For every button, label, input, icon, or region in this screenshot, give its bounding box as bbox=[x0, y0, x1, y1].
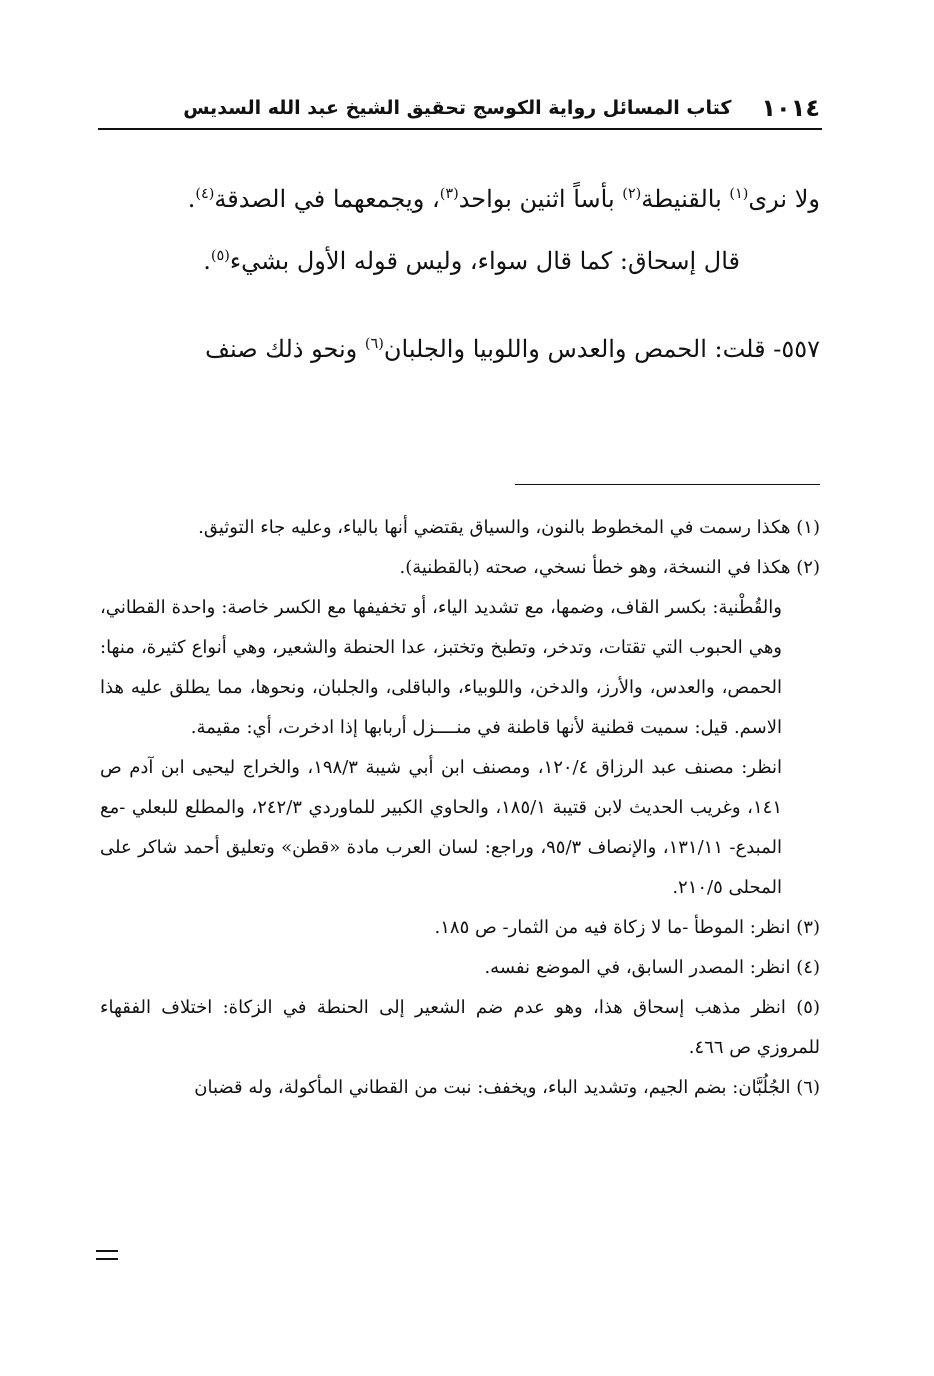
text-run: ولا نرى bbox=[748, 185, 820, 213]
text-run: ٥٥٧- قلت: الحمص والعدس واللوبيا والجلبان bbox=[383, 335, 820, 363]
text-run: . bbox=[203, 247, 211, 275]
footnote-ref[interactable]: (٦) bbox=[364, 336, 384, 352]
question-entry bbox=[100, 318, 820, 380]
text-run: بأساً اثنين بواحد bbox=[458, 185, 623, 213]
footnote-ref[interactable]: (٥) bbox=[210, 248, 230, 264]
footnotes-section bbox=[100, 508, 820, 1108]
footnote-1: (١) هكذا رسمت في المخطوط بالنون، والسياق يقتضي أنها بالياء، وعليه جاء التوثيق. bbox=[198, 517, 820, 538]
text-run: ، ويجمعهما في الصدقة bbox=[214, 185, 440, 213]
footnote-ref[interactable]: (٢) bbox=[622, 186, 642, 202]
footnote-ref[interactable]: (٣) bbox=[439, 186, 459, 202]
footnote-ref[interactable]: (١) bbox=[729, 186, 749, 202]
book-title: كتاب المسائل رواية الكوسج تحقيق الشيخ عبد الله السديس bbox=[183, 97, 732, 119]
footnote-ref[interactable]: (٤) bbox=[195, 186, 215, 202]
footnote-5: (٥) انظر مذهب إسحاق هذا، وهو عدم ضم الشعير إلى الحنطة في الزكاة: اختلاف الفقهاء للمروزي ص ٤٦٦. bbox=[100, 997, 820, 1058]
footnote-2-definition: والقُطْنية: بكسر القاف، وضمها، مع تشديد الياء، أو تخفيفها مع الكسر خاصة: واحدة القطاني، وهي الحبوب التي تقتات، وتدخر، وتطبخ وتختبز، عدا الحنطة والشعير، وهي أنواع كثيرة، منها: الحمص، والعدس، والأرز، والدخن، واللوبياء، والباقلى، والجلبان، ونحوها، مما يطلق عليه هذا الاسم. قيل: سميت قطنية لأنها قاطنة في منــــزل أربابها إذا ادخرت، أي: مقيمة. bbox=[100, 597, 782, 738]
main-paragraph bbox=[100, 230, 820, 292]
footnote-4: (٤) انظر: المصدر السابق، في الموضع نفسه. bbox=[484, 957, 820, 978]
footnote-6: (٦) الجُلُبَّان: بضم الجيم، وتشديد الباء، ويخفف: نبت من القطاني المأكولة، وله قضبان bbox=[194, 1077, 820, 1098]
page-number: ١٠١٤ bbox=[761, 94, 820, 122]
continuation-mark bbox=[96, 1250, 118, 1260]
text-run: ونحو ذلك صنف bbox=[205, 335, 365, 363]
main-paragraph bbox=[100, 168, 820, 230]
text-run: قال إسحاق: كما قال سواء، وليس قوله الأول بشيء bbox=[229, 247, 740, 275]
footnote-2: (٢) هكذا في النسخة، وهو خطأ نسخي، صحته (بالقطنية). bbox=[399, 557, 820, 578]
footnote-separator bbox=[515, 484, 820, 485]
header-rule bbox=[98, 128, 822, 130]
footnote-3: (٣) انظر: الموطأ -ما لا زكاة فيه من الثمار- ص ١٨٥. bbox=[434, 917, 820, 938]
running-header bbox=[100, 88, 820, 128]
text-run: بالقنيطة bbox=[641, 185, 730, 213]
text-run: . bbox=[187, 185, 196, 213]
main-text bbox=[100, 168, 820, 380]
footnote-2-sources: انظر: مصنف عبد الرزاق ١٢٠/٤، ومصنف ابن أبي شيبة ١٩٨/٣، والخراج ليحيى ابن آدم ص ١٤١، وغريب الحديث لابن قتيبة ١٨٥/١، والحاوي الكبير للماوردي ٢٤٢/٣، والمطلع للبعلي -مع المبدع- ١٣١/١١، والإنصاف ٩٥/٣، وراجع: لسان العرب مادة «قطن» وتعليق أحمد شاكر على المحلى ٢١٠/٥. bbox=[100, 757, 783, 898]
